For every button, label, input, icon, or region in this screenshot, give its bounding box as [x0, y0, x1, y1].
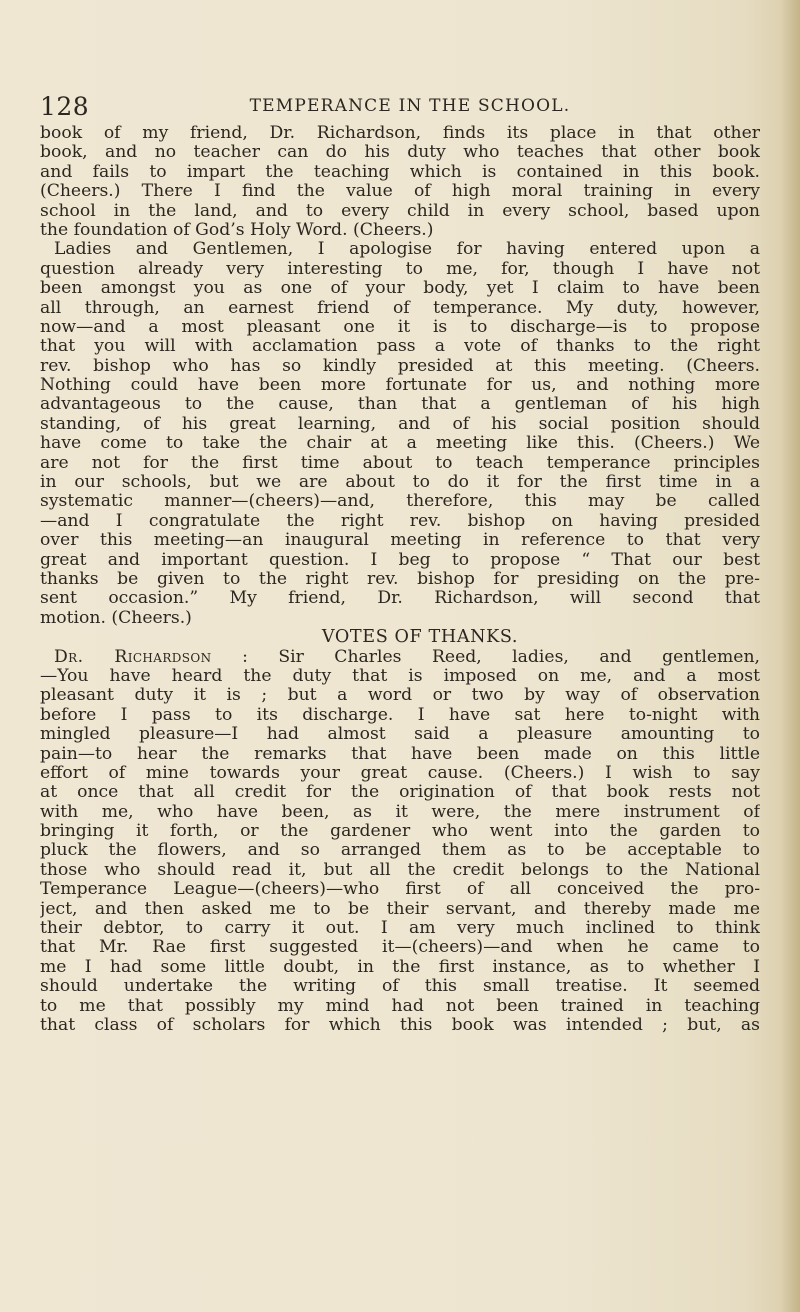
- text-line: that class of scholars for which this book was intended ; but, as: [40, 1015, 760, 1035]
- speaker-line-text: : Sir Charles Reed, ladies, and gentlemen,: [242, 647, 760, 667]
- text-line: pluck the flowers, and so arranged them as to be acceptable to: [40, 841, 760, 861]
- section-heading: VOTES OF THANKS.: [321, 627, 519, 648]
- text-line: those who should read it, but all the credit belongs to the National: [40, 860, 760, 880]
- text-line: —and I congratulate the right rev. bishop on having presided: [40, 511, 760, 531]
- text-line: Nothing could have been more fortunate for us, and nothing more: [40, 376, 760, 396]
- text-line: before I pass to its discharge. I have sat here to-night with: [40, 705, 760, 725]
- text-line: pain—to hear the remarks that have been made on this little: [40, 744, 760, 764]
- text-line: school in the land, and to every child in every school, based upon: [40, 201, 760, 221]
- text-line: book of my friend, Dr. Richardson, finds its place in that other: [40, 124, 760, 143]
- text-line: the foundation of God’s Holy Word. (Cheers.): [40, 220, 434, 240]
- text-line: been amongst you as one of your body, yet I claim to have been: [40, 279, 760, 299]
- text-line: motion. (Cheers.): [40, 608, 192, 628]
- text-line: have come to take the chair at a meeting like this. (Cheers.) We: [40, 434, 760, 454]
- text-line: now—and a most pleasant one it is to discharge—is to propose: [40, 317, 760, 337]
- text-line: rev. bishop who has so kindly presided at this meeting. (Cheers.: [40, 356, 760, 376]
- page-edge-shadow: [780, 0, 800, 1312]
- text-line: (Cheers.) There I find the value of high moral training in every: [40, 182, 760, 202]
- text-line: and fails to impart the teaching which is contained in this book.: [40, 162, 760, 182]
- text-line: thanks be given to the right rev. bishop for presiding on the pre-: [40, 569, 760, 589]
- text-line: that you will with acclamation pass a vote of thanks to the right: [40, 337, 760, 357]
- text-line: question already very interesting to me, for, though I have not: [40, 259, 760, 279]
- text-line: —You have heard the duty that is imposed on me, and a most: [40, 666, 760, 686]
- text-line: book, and no teacher can do his duty who teaches that other book: [40, 143, 760, 163]
- text-line: bringing it forth, or the gardener who went into the garden to: [40, 822, 760, 842]
- text-line: that Mr. Rae first suggested it—(cheers)—and when he came to: [40, 938, 760, 958]
- text-line: Temperance League—(cheers)—who first of all conceived the pro-: [40, 880, 760, 900]
- page-number: 128: [40, 92, 90, 121]
- text-line: standing, of his great learning, and of his social position should: [40, 414, 760, 434]
- text-line: ject, and then asked me to be their servant, and thereby made me: [40, 899, 760, 919]
- text-line: sent occasion.” My friend, Dr. Richardson, will second that: [40, 589, 760, 609]
- text-line: great and important question. I beg to propose “ That our best: [40, 550, 760, 570]
- speaker-line: [40, 648, 760, 667]
- speaker-name: Dr. Richardson: [54, 647, 212, 667]
- text-line: mingled pleasure—I had almost said a pleasure amounting to: [40, 725, 760, 745]
- text-line: advantageous to the cause, than that a gentleman of his high: [40, 395, 760, 415]
- page-header: [40, 78, 740, 121]
- running-title: TEMPERANCE IN THE SCHOOL.: [249, 96, 571, 116]
- text-line: at once that all credit for the origination of that book rests not: [40, 783, 760, 803]
- text-line: are not for the first time about to teach temperance principles: [40, 453, 760, 473]
- text-line: effort of mine towards your great cause. (Cheers.) I wish to say: [40, 763, 760, 783]
- body-text: [40, 124, 760, 1035]
- text-line: in our schools, but we are about to do it for the first time in a: [40, 473, 760, 493]
- text-line: me I had some little doubt, in the first instance, as to whether I: [40, 957, 760, 977]
- text-line: all through, an earnest friend of temperance. My duty, however,: [40, 298, 760, 318]
- text-line: pleasant duty it is ; but a word or two by way of observation: [40, 686, 760, 706]
- text-line: over this meeting—an inaugural meeting in reference to that very: [40, 531, 760, 551]
- text-line: their debtor, to carry it out. I am very much inclined to think: [40, 919, 760, 939]
- text-line: to me that possibly my mind had not been trained in teaching: [40, 996, 760, 1016]
- text-line: systematic manner—(cheers)—and, therefore, this may be called: [40, 492, 760, 512]
- text-line: should undertake the writing of this small treatise. It seemed: [40, 977, 760, 997]
- text-line: with me, who have been, as it were, the mere instrument of: [40, 802, 760, 822]
- text-line: Ladies and Gentlemen, I apologise for having entered upon a: [54, 240, 760, 260]
